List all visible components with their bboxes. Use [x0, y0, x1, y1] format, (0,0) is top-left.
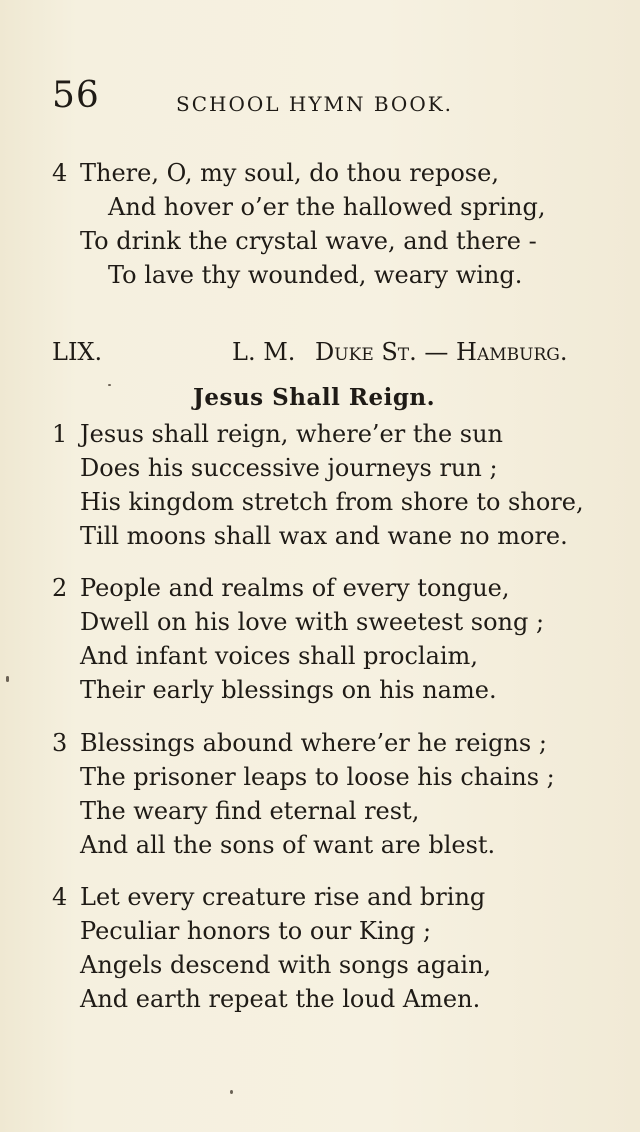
- verse-line: Let every creature rise and bring: [80, 883, 486, 911]
- stanza-number: 4: [52, 159, 68, 187]
- verse-line: Dwell on his love with sweetest song ;: [80, 608, 545, 636]
- paper-speck: [6, 676, 9, 682]
- verse-line: And infant voices shall proclaim,: [80, 642, 478, 670]
- stanza-number: 2: [52, 574, 68, 602]
- verse-line: And hover o’er the hallowed spring,: [108, 193, 546, 221]
- verse-line: People and realms of every tongue,: [80, 574, 510, 602]
- tune-names: Duke St. — Hamburg.: [315, 338, 568, 366]
- verse-line: To drink the crystal wave, and there -: [80, 227, 537, 255]
- paper-speck: [108, 384, 111, 386]
- meter: L. M.: [232, 338, 296, 366]
- verse-line: Their early blessings on his name.: [80, 676, 497, 704]
- verse-line: Blessings abound where’er he reigns ;: [80, 729, 547, 757]
- paper-speck: [230, 1090, 233, 1094]
- verse-line: Peculiar honors to our King ;: [80, 917, 432, 945]
- verse-line: Till moons shall wax and wane no more.: [80, 522, 568, 550]
- verse-line: To lave thy wounded, weary wing.: [108, 261, 523, 289]
- stanza-number: 1: [52, 420, 68, 448]
- verse-line: His kingdom stretch from shore to shore,: [80, 488, 584, 516]
- verse-line: And earth repeat the loud Amen.: [80, 985, 481, 1013]
- page-number: 56: [52, 75, 100, 116]
- verse-line: Angels descend with songs again,: [80, 951, 492, 979]
- verse-line: The prisoner leaps to loose his chains ;: [80, 763, 555, 791]
- verse-line: Jesus shall reign, where’er the sun: [80, 420, 504, 448]
- stanza-number: 4: [52, 883, 68, 911]
- running-head: SCHOOL HYMN BOOK.: [176, 92, 454, 116]
- verse-line: And all the sons of want are blest.: [80, 831, 496, 859]
- stanza-number: 3: [52, 729, 68, 757]
- meter-and-tunes: [232, 340, 567, 364]
- verse-line: The weary find eternal rest,: [80, 797, 420, 825]
- hymn-number: LIX.: [52, 338, 103, 366]
- hymn-title: Jesus Shall Reign.: [193, 384, 436, 411]
- verse-line: Does his successive journeys run ;: [80, 454, 498, 482]
- verse-line: There, O, my soul, do thou repose,: [80, 159, 499, 187]
